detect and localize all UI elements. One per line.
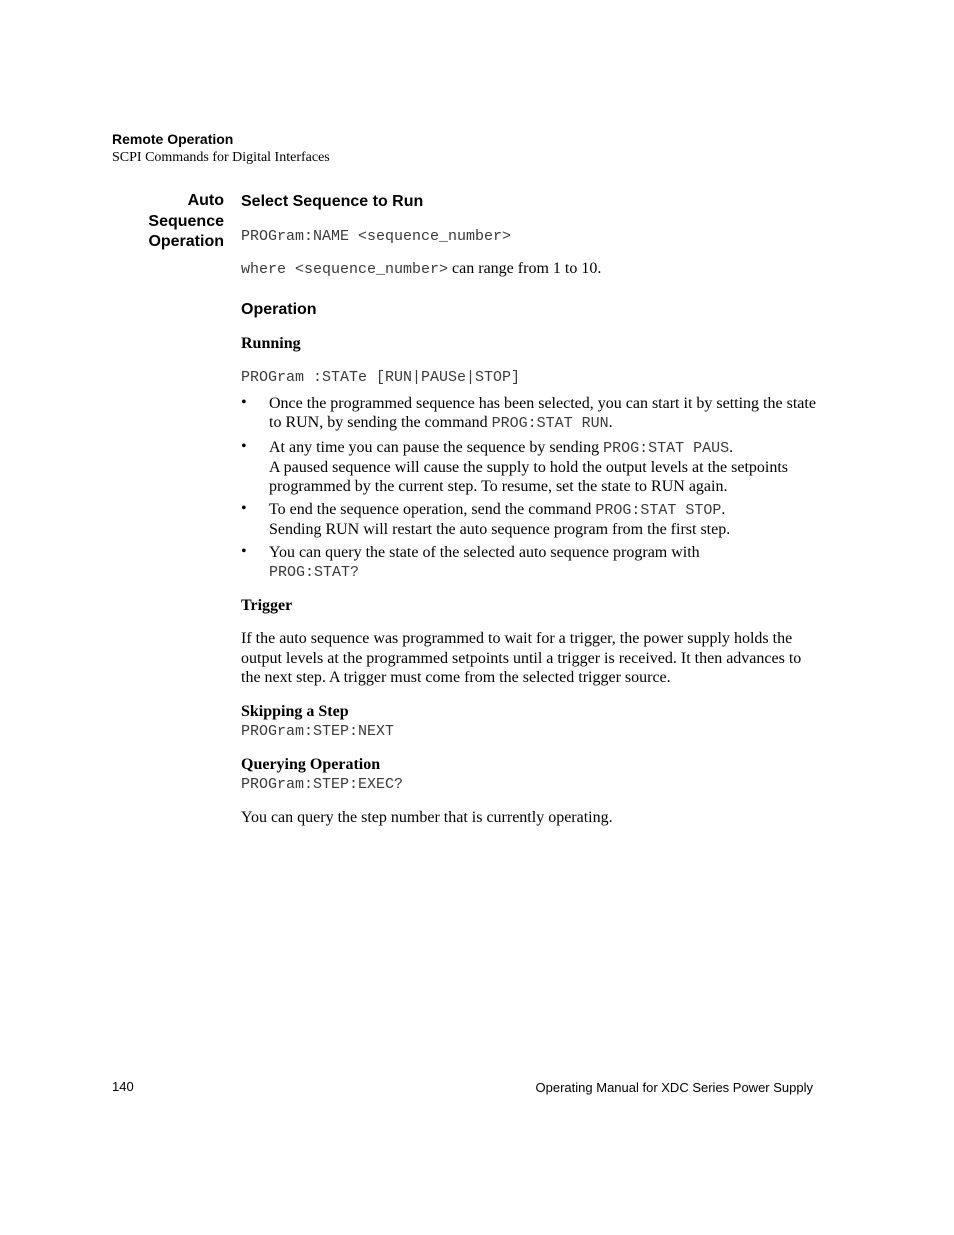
querying-heading: Querying Operation bbox=[241, 756, 381, 773]
side-heading bbox=[112, 191, 224, 253]
bullet-text-end: . bbox=[729, 439, 734, 456]
bullet-text-continued: A paused sequence will cause the supply to hold the output levels at the setpoints programmed by the current step. To resume, set the state to RUN again. bbox=[269, 459, 789, 495]
where-text: can range from 1 to 10. bbox=[448, 260, 602, 277]
bullet-icon: • bbox=[241, 500, 247, 517]
running-header-subtitle: SCPI Commands for Digital Interfaces bbox=[112, 150, 330, 165]
page-number: 140 bbox=[112, 1079, 134, 1094]
program-name-command: PROGram:NAME <sequence_number> bbox=[241, 228, 512, 245]
bullet-item-start bbox=[241, 394, 816, 433]
bullet-code: PROG:STAT PAUS bbox=[603, 440, 730, 457]
bullet-code: PROG:STAT? bbox=[269, 564, 360, 581]
program-state-command: PROGram :STATe [RUN|PAUSe|STOP] bbox=[241, 369, 521, 386]
bullet-text: To end the sequence operation, send the command bbox=[269, 501, 596, 518]
trigger-paragraph: If the auto sequence was programmed to wait for a trigger, the power supply holds the output levels at the programmed setpoints until a trigger is received. It then advances to the next step. A trigger must come from the selected trigger source. bbox=[241, 630, 802, 686]
bullet-code: PROG:STAT RUN bbox=[491, 415, 609, 432]
operation-heading: Operation bbox=[241, 301, 317, 318]
bullet-item-pause bbox=[241, 438, 816, 496]
trigger-heading: Trigger bbox=[241, 597, 293, 614]
side-heading-line-2: Sequence bbox=[148, 212, 224, 230]
bullet-text-end: . bbox=[721, 501, 726, 518]
step-exec-command: PROGram:STEP:EXEC? bbox=[241, 776, 404, 793]
bullet-icon: • bbox=[241, 394, 247, 411]
side-heading-line-1: Auto bbox=[187, 192, 224, 209]
select-sequence-heading: Select Sequence to Run bbox=[241, 193, 424, 210]
querying-paragraph: You can query the step number that is currently operating. bbox=[241, 809, 613, 826]
bullet-text: Once the programmed sequence has been selected, you can start it by setting the state to RUN, by sending the command bbox=[269, 395, 816, 431]
bullet-icon: • bbox=[241, 438, 247, 455]
bullet-text: At any time you can pause the sequence by sending bbox=[269, 439, 604, 456]
bullet-text-continued: Sending RUN will restart the auto sequence program from the first step. bbox=[269, 521, 731, 538]
skipping-heading: Skipping a Step bbox=[241, 703, 349, 720]
bullet-text-end: . bbox=[608, 414, 613, 431]
bullet-icon: • bbox=[241, 543, 247, 560]
where-line bbox=[241, 259, 601, 280]
step-next-command: PROGram:STEP:NEXT bbox=[241, 723, 395, 740]
bullet-text: You can query the state of the selected auto sequence program with bbox=[269, 544, 700, 561]
running-heading: Running bbox=[241, 335, 301, 352]
where-code: where <sequence_number> bbox=[241, 261, 449, 278]
running-header-title: Remote Operation bbox=[112, 131, 234, 147]
bullet-item-query bbox=[241, 543, 816, 582]
bullet-item-stop bbox=[241, 500, 816, 539]
bullet-code: PROG:STAT STOP bbox=[595, 502, 722, 519]
footer-manual-title: Operating Manual for XDC Series Power Supply bbox=[535, 1080, 813, 1095]
side-heading-line-3: Operation bbox=[148, 233, 224, 250]
